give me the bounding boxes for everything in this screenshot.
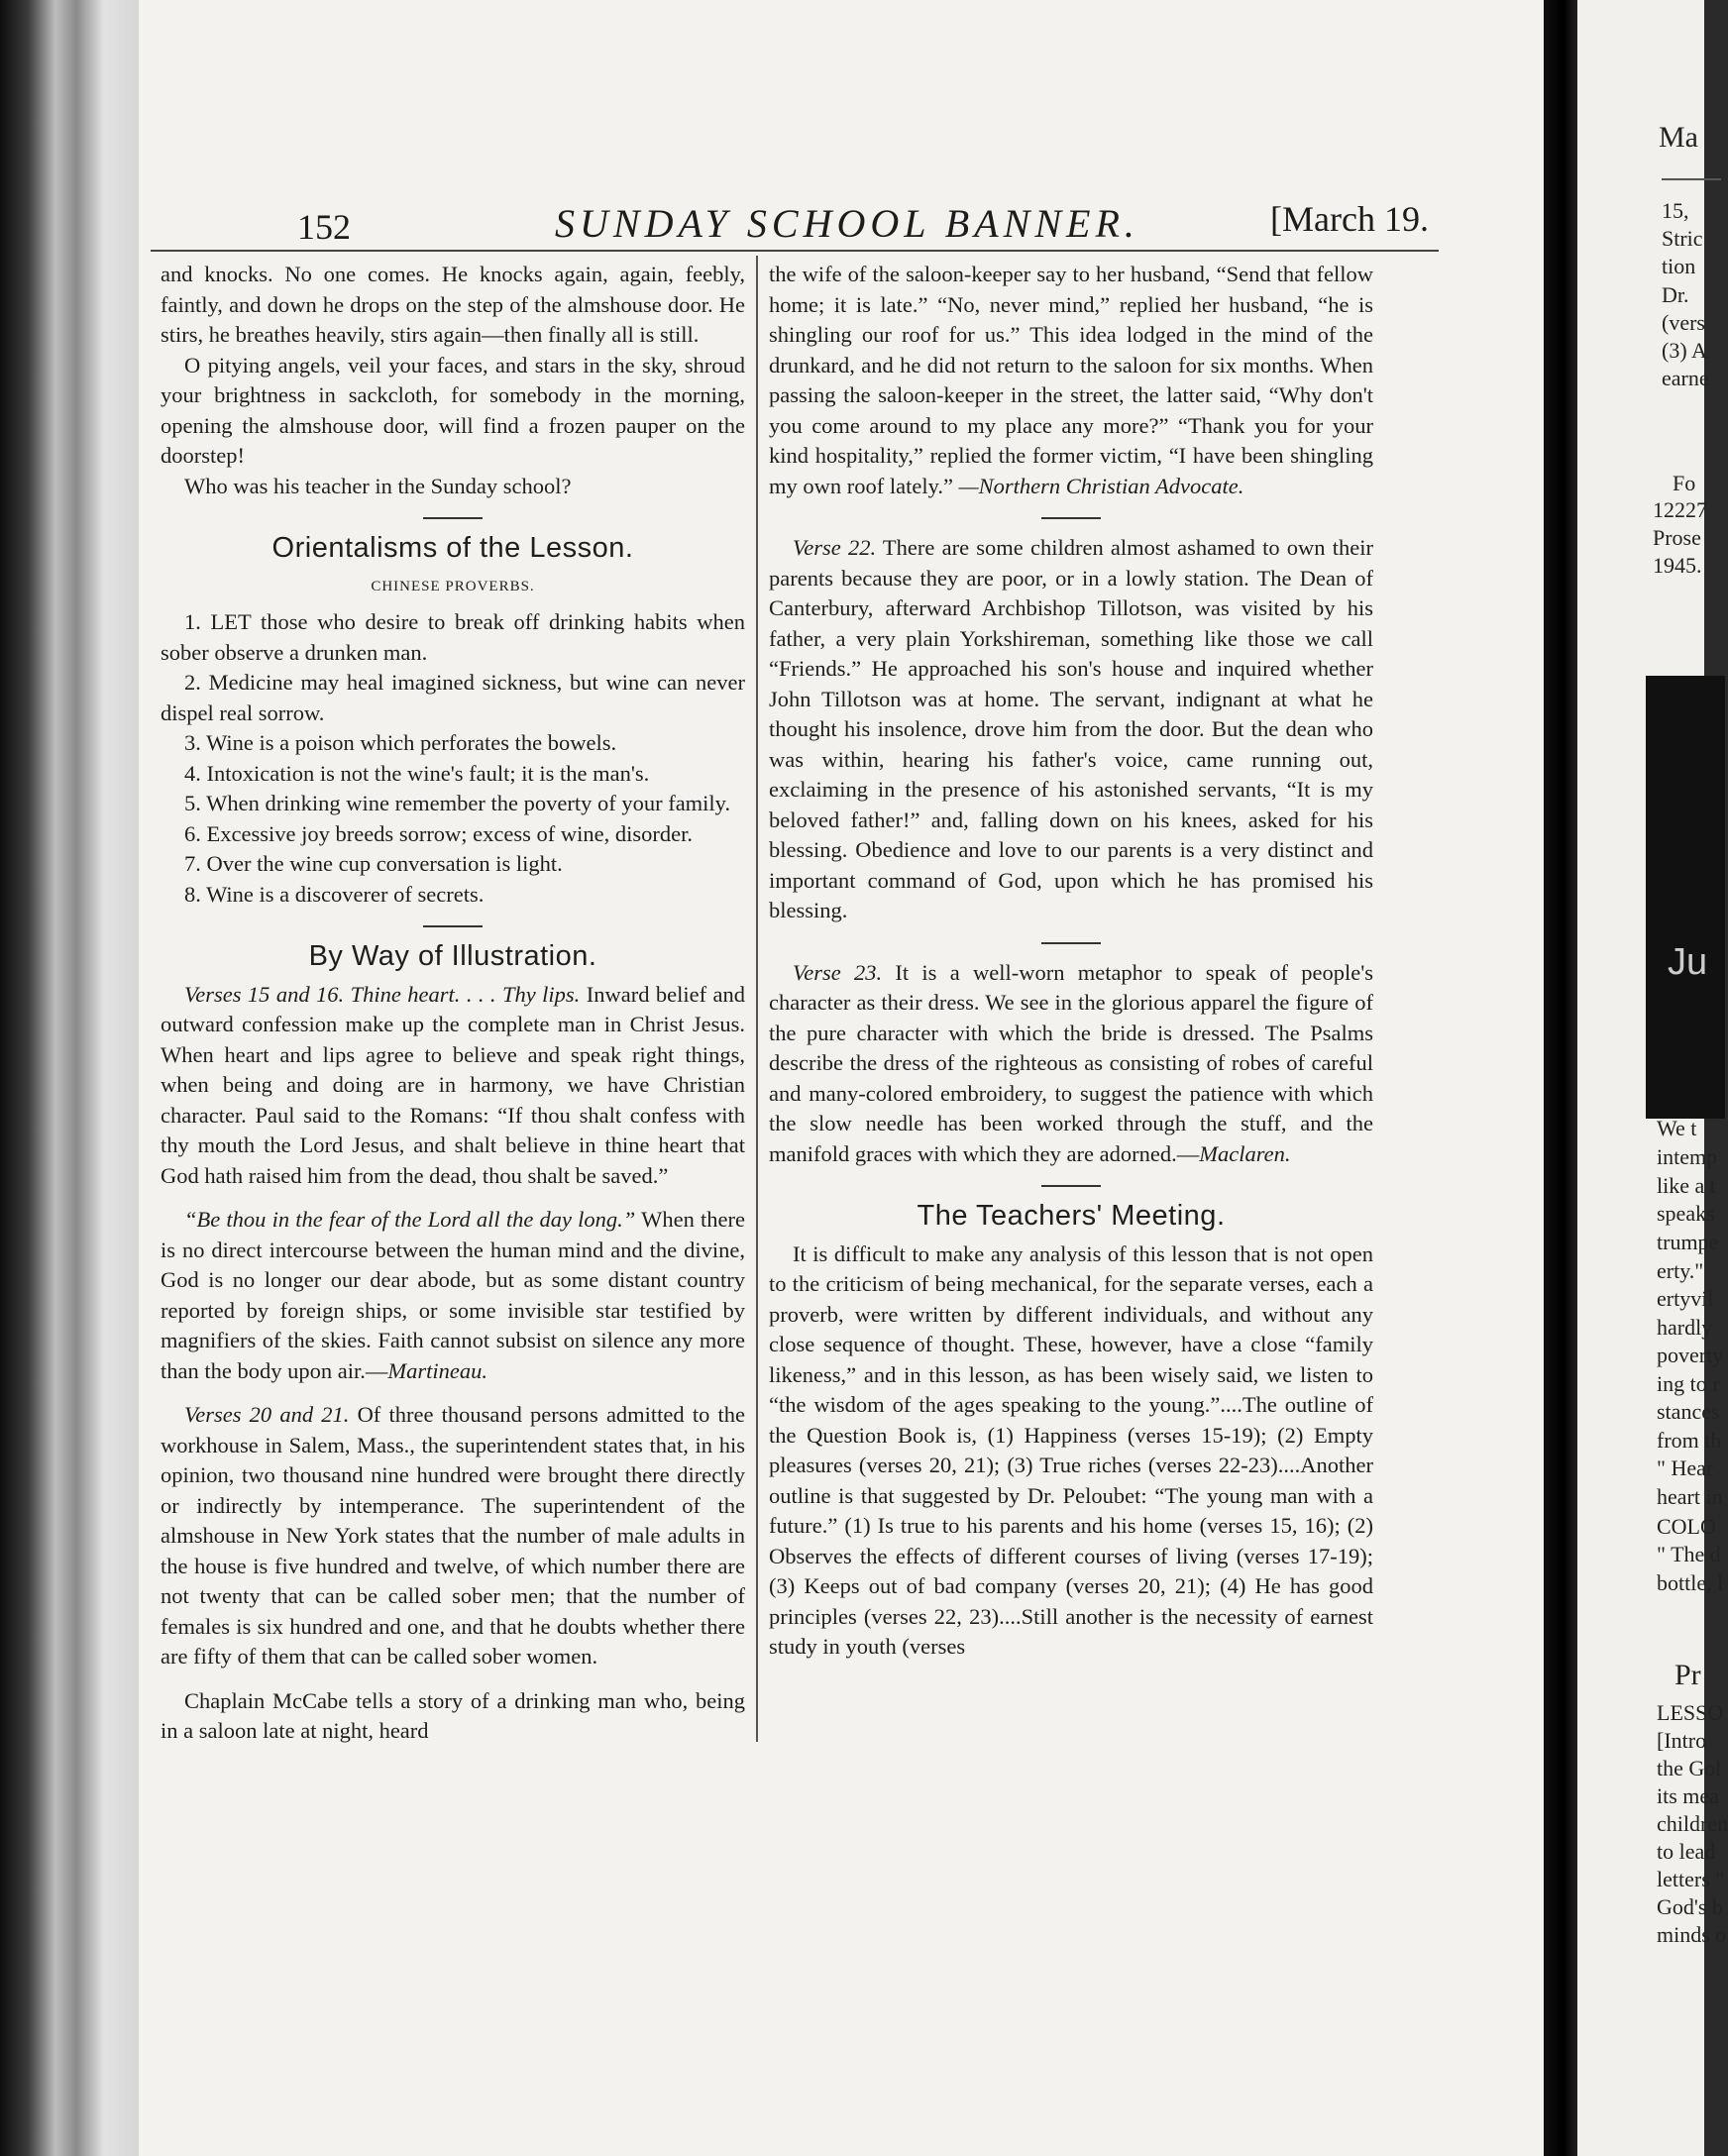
adjacent-line: erty.": [1657, 1258, 1704, 1283]
verse-reference: Verse 22.: [793, 535, 877, 560]
adjacent-line: Prose: [1653, 525, 1701, 550]
adjacent-line: speaks: [1657, 1201, 1715, 1226]
source-attribution: Maclaren.: [1199, 1140, 1291, 1166]
illustration-paragraph: [161, 980, 745, 1192]
intro-paragraph: and knocks. No one comes. He knocks again, again, feebly, faintly, and down he drops on the step of the almshouse door. He stirs, he breathes heavily, stirs again—then finally all is still.: [161, 262, 745, 347]
section-rule: [423, 517, 483, 519]
verse-reference: Verse 23.: [793, 959, 883, 985]
adjacent-line: (3) A: [1662, 338, 1707, 363]
scripture-quote: “Be thou in the fear of the Lord all the day long.”: [184, 1207, 636, 1232]
illustration-paragraph: [161, 1205, 745, 1386]
paragraph-text: Of three thousand persons admitted to the workhouse in Salem, Mass., the superintendent states that, in his opinion, two thousand nine hundred were brought there directly or indirectly by intemperance. The superintendent of the almshouse in New York states that the number of male adults in the house is five hundred and twelve, of which number there are not twenty that can be called sober men; that the number of females is six hundred and one, and that he doubts whether there are fifty of them that can be called sober women.: [161, 1402, 745, 1669]
adjacent-line: 12227: [1653, 497, 1707, 522]
intro-paragraph: Who was his teacher in the Sunday school?: [184, 473, 572, 498]
column-divider: [756, 256, 758, 1742]
section-rule: [1041, 1185, 1101, 1187]
adjacent-engraving: [1646, 676, 1725, 1119]
adjacent-line: LESSO: [1657, 1700, 1724, 1725]
continued-paragraph: [769, 260, 1373, 501]
adjacent-line: poverty: [1657, 1343, 1724, 1367]
adjacent-line: children: [1657, 1811, 1728, 1836]
proverb-item: 4. Intoxication is not the wine's fault; it is the man's.: [184, 760, 650, 786]
paragraph-text: When there is no direct intercourse between the human mind and the divine, God is no longer our dear abode, but as some distant country reported by foreign ships, or some invisible star testified by magnifiers of the skies. Faith cannot subsist on silence any more than the body upon air.—: [161, 1207, 745, 1383]
paragraph-text: It is a well-worn metaphor to speak of people's character as their dress. We see in the glorious apparel the figure of the pure character with which the bride is dressed. The Psalms describe the dress of the righteous as consisting of robes of careful and many-colored embroidery, to suggest the patience with which the slow needle has been worked through the stuff, and the manifold graces with which they are adorned.—: [769, 959, 1374, 1166]
adjacent-line: Dr.: [1662, 282, 1689, 307]
adjacent-line: God's b: [1657, 1894, 1723, 1919]
adjacent-line: 1945.: [1653, 553, 1702, 578]
verse-paragraph: [769, 533, 1373, 926]
adjacent-line: trumpe: [1657, 1230, 1719, 1254]
adjacent-line: heart in: [1657, 1484, 1723, 1509]
section-rule: [1041, 517, 1101, 519]
proverb-item: 8. Wine is a discoverer of secrets.: [184, 881, 485, 907]
proverb-item: 5. When drinking wine remember the poverty of your family.: [184, 791, 731, 815]
adjacent-line: [Intro: [1657, 1728, 1707, 1753]
verse-reference: Verses 20 and 21.: [184, 1402, 350, 1427]
teachers-meeting-paragraph: It is difficult to make any analysis of this lesson that is not open to the criticism of being mechanical, for the separate verses, each a proverb, were written by different individuals, and without any close sequence of thought. These, however, have a close “family likeness,” and in this lesson, as has been wisely said, we listen to “the wisdom of the ages speaking to the young.”....The outline of the Question Book is, (1) Happiness (verses 15-19); (2) Empty pleasures (verses 20, 21); (3) True riches (verses 22-23)....Another outline is that suggested by Dr. Peloubet: “The young man with a future.” (1) Is true to his parents and his home (verses 15, 16); (2) Observes the effects of different courses of living (verses 17-19); (3) Keeps out of bad company (verses 20, 21); (4) He has good principles (verses 22, 23)....Still another is the necessity of earnest study in youth (verses: [769, 1240, 1373, 1659]
adjacent-line: letters ": [1657, 1867, 1725, 1891]
adjacent-line: its mea: [1657, 1783, 1719, 1808]
adjacent-line: to lead: [1657, 1839, 1716, 1864]
proverb-item: 1. LET those who desire to break off drinking habits when sober observe a drunken man.: [161, 609, 745, 665]
adjacent-line: stances: [1657, 1399, 1720, 1424]
proverb-item: 3. Wine is a poison which perforates the bowels.: [184, 730, 617, 755]
left-column: [161, 260, 745, 1747]
intro-paragraph: O pitying angels, veil your faces, and stars in the sky, shroud your brightness in sackcloth, for somebody in the morning, opening the almshouse door, will find a frozen pauper on the doorstep!: [161, 352, 745, 468]
adjacent-line: minds o: [1657, 1922, 1727, 1947]
page-gutter: [1544, 0, 1577, 2156]
header-rule: [151, 250, 1439, 252]
adjacent-line: intemp: [1657, 1144, 1718, 1169]
adjacent-header-rule: [1662, 178, 1721, 180]
adjacent-page-header: Ma: [1659, 121, 1698, 154]
adjacent-line: from th: [1657, 1428, 1722, 1453]
adjacent-line: (vers: [1662, 310, 1705, 335]
adjacent-line: the Gol: [1657, 1756, 1722, 1780]
adjacent-line: 15,: [1662, 198, 1689, 223]
book-binding: [0, 0, 139, 2156]
proverb-item: 7. Over the wine cup conversation is light.: [184, 851, 563, 876]
illustration-heading: By Way of Illustration.: [308, 940, 597, 972]
adjacent-line: Stric: [1662, 226, 1703, 251]
adjacent-line: ing to r: [1657, 1371, 1720, 1396]
illustration-paragraph: Chaplain McCabe tells a story of a drinking man who, being in a saloon late at night, heard: [161, 1687, 745, 1743]
illustration-paragraph: [161, 1400, 745, 1672]
adjacent-line: ertyvil: [1657, 1286, 1714, 1311]
page-header: [139, 198, 1544, 258]
orientalisms-heading: Orientalisms of the Lesson.: [271, 532, 634, 564]
running-title: SUNDAY SCHOOL BANNER.: [555, 201, 1139, 246]
right-column: [769, 260, 1373, 1663]
adjacent-line: earne: [1662, 366, 1709, 390]
running-date: [March 19.: [1270, 199, 1429, 239]
section-rule: [1041, 942, 1101, 944]
adjacent-line: bottle, l: [1657, 1570, 1724, 1595]
proverb-item: 2. Medicine may heal imagined sickness, but wine can never dispel real sorrow.: [161, 670, 745, 725]
engraving-text: Ju: [1668, 941, 1708, 983]
adjacent-line: " Hear: [1657, 1455, 1714, 1480]
proverb-item: 6. Excessive joy breeds sorrow; excess of wine, disorder.: [184, 820, 693, 846]
adjacent-line: COLO: [1657, 1514, 1716, 1539]
adjacent-line: " The d: [1657, 1542, 1721, 1566]
proverbs-list: [161, 607, 745, 910]
adjacent-line: hardly: [1657, 1315, 1713, 1340]
adjacent-line: tion: [1662, 254, 1696, 278]
adjacent-heading: Pr: [1674, 1659, 1701, 1691]
paragraph-text: the wife of the saloon-keeper say to her husband, “Send that fellow home; it is late.” “No, never mind,” replied her husband, “he is shingling our roof for us.” This idea lodged in the mind of the drunkard, and he did not return to the saloon for six months. When passing the saloon-keeper in the street, the latter said, “Why don't you come around to my place any more?” “Thank you for your kind hospitality,” replied the former victim, “I have been shingling my own roof lately.”: [769, 262, 1373, 498]
source-attribution: Martineau.: [387, 1357, 487, 1383]
teachers-meeting-heading: The Teachers' Meeting.: [917, 1200, 1226, 1232]
verse-paragraph: [769, 958, 1373, 1170]
verse-quote: Thine heart. . . . Thy lips.: [350, 981, 581, 1007]
section-rule: [423, 925, 483, 927]
adjacent-page-edge: [1577, 0, 1728, 2156]
source-attribution: —Northern Christian Advocate.: [958, 473, 1244, 498]
adjacent-line: We t: [1657, 1116, 1697, 1140]
adjacent-line: like a t: [1657, 1173, 1716, 1198]
paragraph-text: Inward belief and outward confession make up the complete man in Christ Jesus. When heart and lips agree to believe and speak right things, when being and doing are in harmony, we have Christian character. Paul said to the Romans: “If thou shalt confess with thy mouth the Lord Jesus, and shalt believe in thine heart that God hath raised him from the dead, thou shalt be saved.”: [161, 981, 746, 1188]
paragraph-text: There are some children almost ashamed to own their parents because they are poor, or in a lowly station. The Dean of Canterbury, afterward Archbishop Tillotson, was visited by his father, a very plain Yorkshireman, something like those we call “Friends.” He approached his son's house and inquired whether John Tillotson was at home. The servant, indignant at what he thought his insolence, drove him from the door. But the dean who was within, hearing his father's voice, came running out, exclaiming in the presence of his astonished servants, “It is my beloved father!” and, falling down on his knees, asked for his blessing. Obedience and love to our parents is a very distinct and important command of God, upon which he has promised his blessing.: [769, 535, 1373, 922]
proverbs-subheading: CHINESE PROVERBS.: [371, 578, 535, 594]
verse-reference: Verses 15 and 16.: [184, 981, 345, 1007]
adjacent-line: Fo: [1673, 471, 1696, 495]
page-number: 152: [297, 207, 351, 247]
